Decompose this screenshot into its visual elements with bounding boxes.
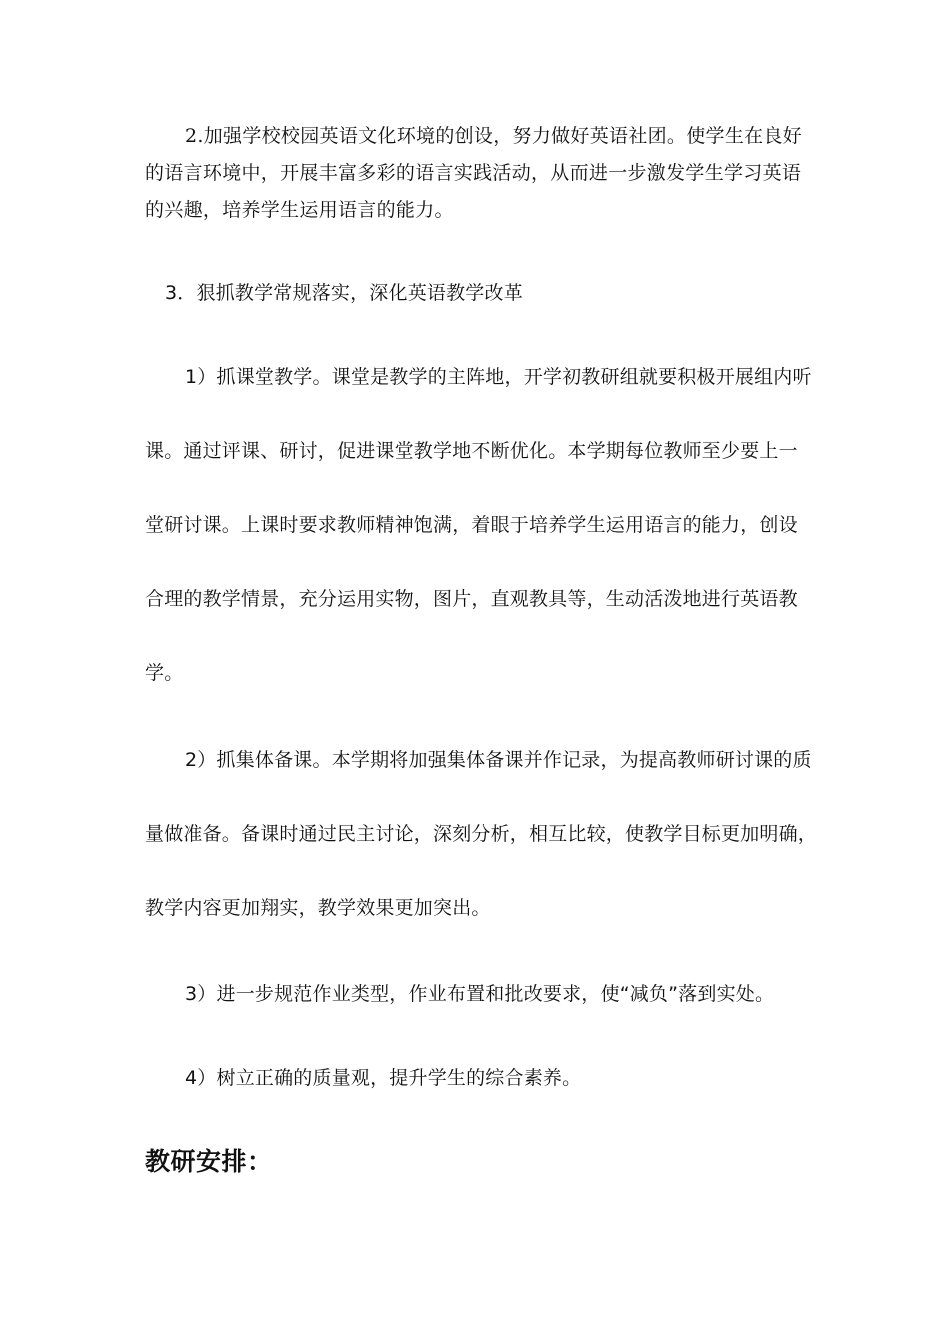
paragraph-line: 合理的教学情景，充分运用实物，图片，直观教具等，生动活泼地进行英语教	[145, 588, 798, 610]
paragraph-line: 教学内容更加翔实，教学效果更加突出。	[145, 897, 491, 919]
paragraph-line: 课。通过评课、研讨，促进课堂教学地不断优化。本学期每位教师至少要上一	[145, 440, 798, 462]
paragraph-collective-lesson-prep	[145, 723, 818, 945]
paragraph-line: 学。	[145, 662, 184, 684]
paragraph-line: 的语言环境中，开展丰富多彩的语言实践活动，从而进一步激发学生学习英语	[145, 162, 802, 184]
section-heading-teaching-research: 教研安排：	[145, 1147, 273, 1176]
paragraph-line: 1）抓课堂教学。课堂是教学的主阵地，开学初教研组就要积极开展组内听	[185, 366, 812, 388]
paragraph-line: 量做准备。备课时通过民主讨论，深刻分析，相互比较，使教学目标更加明确，	[145, 823, 818, 845]
paragraph-line: 2.加强学校校园英语文化环境的创设，努力做好英语社团。使学生在良好	[185, 125, 803, 147]
section-3-title: 3．狠抓教学常规落实，深化英语教学改革	[165, 282, 523, 304]
paragraph-homework-standards: 3）进一步规范作业类型，作业布置和批改要求，使“减负”落到实处。	[185, 983, 775, 1005]
paragraph-line: 堂研讨课。上课时要求教师精神饱满，着眼于培养学生运用语言的能力，创设	[145, 514, 798, 536]
paragraph-line: 2）抓集体备课。本学期将加强集体备课并作记录，为提高教师研讨课的质	[185, 749, 812, 771]
paragraph-quality-view: 4）树立正确的质量观，提升学生的综合素养。	[185, 1067, 582, 1089]
paragraph-campus-english-culture	[145, 118, 815, 229]
paragraph-line: 的兴趣，培养学生运用语言的能力。	[145, 199, 454, 221]
paragraph-classroom-teaching	[145, 340, 815, 710]
